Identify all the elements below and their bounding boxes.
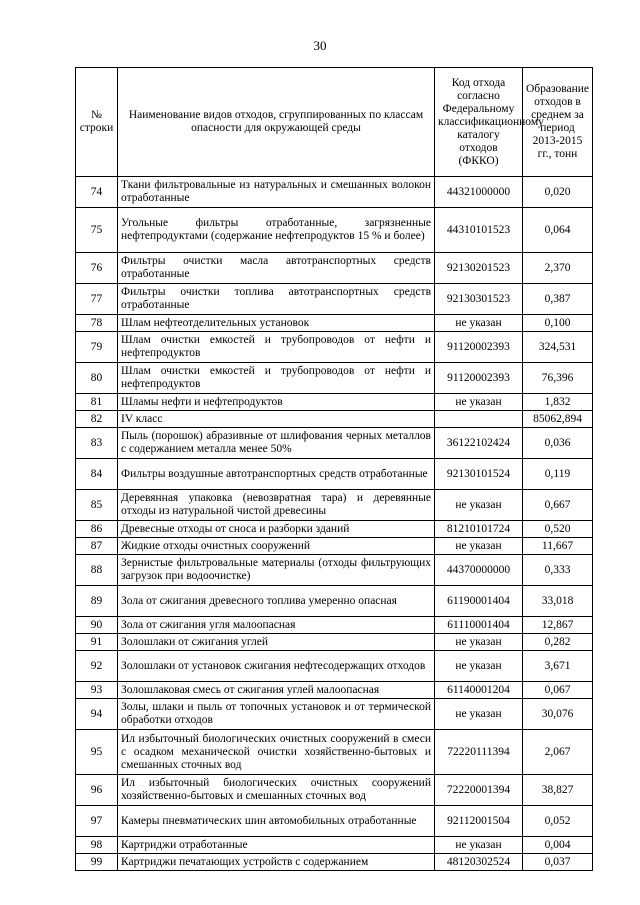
fkko-code-cell: не указан [435,538,523,555]
table-row [76,208,593,253]
fkko-code-cell: не указан [435,394,523,411]
header-row-number: № строки [76,68,118,177]
row-number-cell: 84 [76,459,118,490]
waste-name-cell: Фильтры воздушные автотранспортных средств отработанные [118,459,435,490]
table-row [76,428,593,459]
table-row [76,775,593,806]
waste-amount-cell: 0,064 [523,208,593,253]
table-row [76,634,593,651]
waste-name-cell: Золы, шлаки и пыль от топочных установок и от термической обработки отходов [118,699,435,730]
fkko-code-cell: 61190001404 [435,586,523,617]
fkko-code-cell: 48120302524 [435,854,523,871]
waste-amount-cell: 324,531 [523,332,593,363]
row-number-cell: 92 [76,651,118,682]
row-number-cell: 78 [76,315,118,332]
waste-name-cell: Зернистые фильтровальные материалы (отходы фильтрующих загрузок при водоочистке) [118,555,435,586]
page-number: 30 [313,38,327,53]
row-number-cell: 77 [76,284,118,315]
waste-amount-cell: 30,076 [523,699,593,730]
table-row [76,651,593,682]
waste-name-cell: Древесные отходы от сноса и разборки зданий [118,521,435,538]
waste-name-cell: Шлам очистки емкостей и трубопроводов от нефти и нефтепродуктов [118,332,435,363]
waste-name-cell: Ткани фильтровальные из натуральных и смешанных волокон отработанные [118,177,435,208]
fkko-code-cell: 72220001394 [435,775,523,806]
waste-name-cell: Шламы нефти и нефтепродуктов [118,394,435,411]
waste-name-cell: Картриджи отработанные [118,837,435,854]
waste-amount-cell: 3,671 [523,651,593,682]
table-row [76,617,593,634]
row-number-cell: 93 [76,682,118,699]
waste-name-cell: Золошлаковая смесь от сжигания углей малоопасная [118,682,435,699]
table-row [76,538,593,555]
waste-amount-cell: 0,020 [523,177,593,208]
table-row [76,177,593,208]
table-row [76,459,593,490]
waste-amount-cell: 0,387 [523,284,593,315]
row-number-cell: 85 [76,490,118,521]
row-number-cell: 88 [76,555,118,586]
table-row [76,586,593,617]
waste-name-cell: Ил избыточный биологических очистных сооружений в смеси с осадком механической очистки хозяйственно-бытовых и смешанных сточных вод [118,730,435,775]
fkko-code-cell [435,411,523,428]
waste-amount-cell: 0,100 [523,315,593,332]
table-row [76,837,593,854]
waste-name-cell: Зола от сжигания древесного топлива умеренно опасная [118,586,435,617]
row-number-cell: 83 [76,428,118,459]
row-number-cell: 86 [76,521,118,538]
row-number-cell: 99 [76,854,118,871]
row-number-cell: 82 [76,411,118,428]
table-row [76,332,593,363]
waste-name-cell: Фильтры очистки масла автотранспортных средств отработанные [118,253,435,284]
waste-amount-cell: 0,052 [523,806,593,837]
table-row [76,730,593,775]
waste-name-cell: Шлам нефтеотделительных установок [118,315,435,332]
waste-name-cell: Зола от сжигания угля малоопасная [118,617,435,634]
waste-name-cell: Фильтры очистки топлива автотранспортных средств отработанные [118,284,435,315]
table-row [76,394,593,411]
waste-amount-cell: 0,520 [523,521,593,538]
waste-amount-cell: 0,036 [523,428,593,459]
row-number-cell: 75 [76,208,118,253]
fkko-code-cell: 91120002393 [435,363,523,394]
fkko-code-cell: не указан [435,634,523,651]
row-number-cell: 74 [76,177,118,208]
waste-name-cell: Пыль (порошок) абразивные от шлифования черных металлов с содержанием металла менее 50% [118,428,435,459]
table-row [76,411,593,428]
waste-amount-cell: 0,067 [523,682,593,699]
fkko-code-cell: 92130301523 [435,284,523,315]
row-number-cell: 97 [76,806,118,837]
waste-amount-cell: 0,119 [523,459,593,490]
fkko-code-cell: 92130201523 [435,253,523,284]
fkko-code-cell: 92130101524 [435,459,523,490]
waste-amount-cell: 38,827 [523,775,593,806]
fkko-code-cell: 44370000000 [435,555,523,586]
row-number-cell: 76 [76,253,118,284]
table-row [76,521,593,538]
waste-name-cell: Угольные фильтры отработанные, загрязненные нефтепродуктами (содержание нефтепродуктов 15 % и более) [118,208,435,253]
fkko-code-cell: не указан [435,651,523,682]
table-body [76,177,593,871]
table-row [76,806,593,837]
fkko-code-cell: 92112001504 [435,806,523,837]
waste-amount-cell: 0,037 [523,854,593,871]
waste-amount-cell: 0,282 [523,634,593,651]
waste-amount-cell: 0,004 [523,837,593,854]
row-number-cell: 87 [76,538,118,555]
row-number-cell: 98 [76,837,118,854]
row-number-cell: 95 [76,730,118,775]
waste-amount-cell: 11,667 [523,538,593,555]
table-row [76,555,593,586]
table-row [76,699,593,730]
fkko-code-cell: 91120002393 [435,332,523,363]
fkko-code-cell: 81210101724 [435,521,523,538]
row-number-cell: 90 [76,617,118,634]
row-number-cell: 80 [76,363,118,394]
fkko-code-cell: не указан [435,699,523,730]
waste-amount-cell: 0,667 [523,490,593,521]
waste-amount-cell: 2,370 [523,253,593,284]
table-row [76,253,593,284]
fkko-code-cell: 61140001204 [435,682,523,699]
header-waste-amount: Образование отходов в среднем за период 2013-2015 гг., тонн [523,68,593,177]
table-row [76,315,593,332]
header-waste-name: Наименование видов отходов, сгруппированных по классам опасности для окружающей среды [118,68,435,177]
table-header-row [76,68,593,177]
waste-name-cell: Деревянная упаковка (невозвратная тара) и деревянные отходы из натуральной чистой древесины [118,490,435,521]
waste-amount-cell: 2,067 [523,730,593,775]
waste-name-cell: Ил избыточный биологических очистных сооружений хозяйственно-бытовых и смешанных сточных вод [118,775,435,806]
row-number-cell: 94 [76,699,118,730]
waste-name-cell: Шлам очистки емкостей и трубопроводов от нефти и нефтепродуктов [118,363,435,394]
fkko-code-cell: 72220111394 [435,730,523,775]
waste-table [75,67,593,871]
table-row [76,490,593,521]
waste-amount-cell: 1,832 [523,394,593,411]
fkko-code-cell: 44321000000 [435,177,523,208]
fkko-code-cell: не указан [435,837,523,854]
row-number-cell: 89 [76,586,118,617]
fkko-code-cell: 61110001404 [435,617,523,634]
waste-name-cell: Камеры пневматических шин автомобильных отработанные [118,806,435,837]
fkko-code-cell: не указан [435,315,523,332]
table-row [76,284,593,315]
waste-amount-cell: 33,018 [523,586,593,617]
fkko-code-cell: 36122102424 [435,428,523,459]
waste-name-cell: Жидкие отходы очистных сооружений [118,538,435,555]
waste-name-cell: Картриджи печатающих устройств с содержанием [118,854,435,871]
table-row [76,854,593,871]
waste-amount-cell: 76,396 [523,363,593,394]
table-row [76,363,593,394]
row-number-cell: 91 [76,634,118,651]
table-row [76,682,593,699]
row-number-cell: 81 [76,394,118,411]
waste-amount-cell: 12,867 [523,617,593,634]
fkko-code-cell: не указан [435,490,523,521]
waste-amount-cell: 0,333 [523,555,593,586]
fkko-code-cell: 44310101523 [435,208,523,253]
waste-name-cell: IV класс [118,411,435,428]
row-number-cell: 79 [76,332,118,363]
waste-name-cell: Золошлаки от сжигания углей [118,634,435,651]
waste-name-cell: Золошлаки от установок сжигания нефтесодержащих отходов [118,651,435,682]
header-fkko-code: Код отхода согласно Федеральному классификационному каталогу отходов (ФККО) [435,68,523,177]
row-number-cell: 96 [76,775,118,806]
waste-amount-cell: 85062,894 [523,411,593,428]
